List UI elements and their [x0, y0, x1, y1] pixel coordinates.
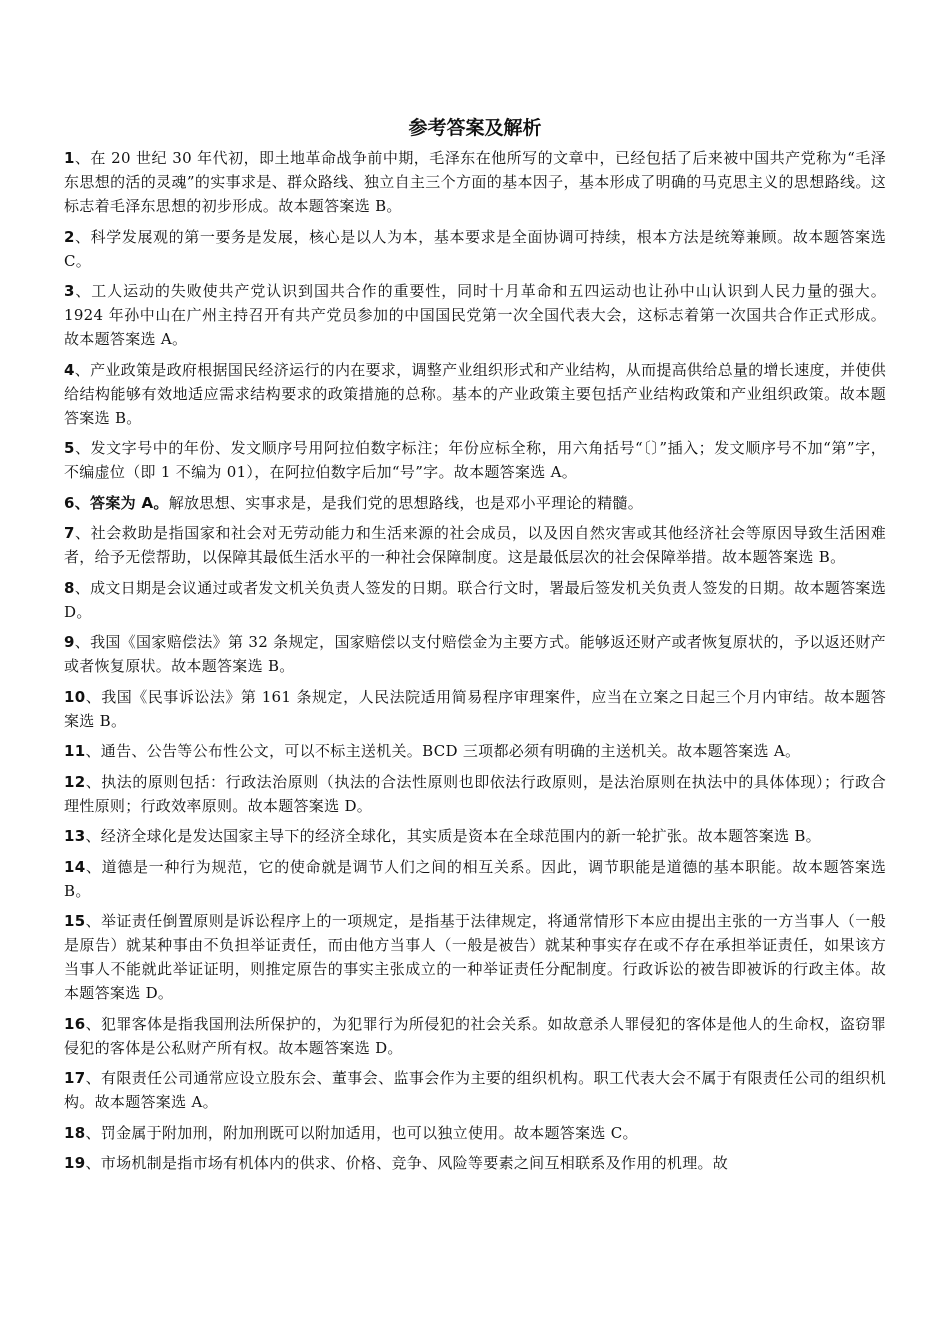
- answer-text: 、执法的原则包括：行政法治原则（执法的合法性原则也即依法行政原则，是法治原则在执法中的具体体现）；行政合理性原则；行政效率原则。故本题答案选 D。: [64, 772, 886, 815]
- answer-item: [64, 576, 886, 624]
- answer-number: 16: [64, 1014, 86, 1033]
- answer-item: [64, 1066, 886, 1114]
- answer-number: 4: [64, 360, 75, 379]
- answer-item: [64, 824, 886, 848]
- answer-item: [64, 1012, 886, 1060]
- answer-number: 12: [64, 772, 86, 791]
- answer-item: [64, 630, 886, 678]
- answer-number: 19: [64, 1154, 86, 1172]
- answer-text: 、科学发展观的第一要务是发展，核心是以人为本，基本要求是全面协调可持续，根本方法是统筹兼顾。故本题答案选 C。: [64, 227, 886, 270]
- answer-number: 8: [64, 578, 75, 597]
- answer-list: [64, 146, 886, 1175]
- answer-sheet-page: [64, 112, 886, 1182]
- answer-text: 、成文日期是会议通过或者发文机关负责人签发的日期。联合行文时，署最后签发机关负责人签发的日期。故本题答案选 D。: [64, 578, 886, 621]
- answer-item: [64, 358, 886, 430]
- answer-number: 2: [64, 227, 75, 246]
- page-title: 参考答案及解析: [408, 117, 542, 139]
- answer-text: 、道德是一种行为规范，它的使命就是调节人们之间的相互关系。因此，调节职能是道德的基本职能。故本题答案选 B。: [64, 857, 886, 900]
- answer-number: 5: [64, 439, 75, 457]
- answer-text: 、发文字号中的年份、发文顺序号用阿拉伯数字标注；年份应标全称，用六角括号“〔〕”插入；发文顺序号不加“第”字，不编虚位（即 1 不编为 01），在阿拉伯数字后加“号”字。故本题答案选 A。: [64, 439, 886, 481]
- answer-item: [64, 146, 886, 218]
- answer-item: [64, 770, 886, 818]
- answer-number: 13: [64, 827, 86, 845]
- answer-text: 、罚金属于附加刑，附加刑既可以附加适用，也可以独立使用。故本题答案选 C。: [85, 1123, 638, 1142]
- answer-lead: 、答案为 A。: [74, 493, 169, 512]
- answer-text: 、产业政策是政府根据国民经济运行的内在要求，调整产业组织形式和产业结构，从而提高供给总量的增长速度，并使供给结构能够有效地适应需求结构要求的政策措施的总称。基本的产业政策主要包括产业结构政策和产业组织政策。故本题答案选 B。: [64, 360, 886, 427]
- answer-number: 9: [64, 633, 75, 651]
- answer-item: [64, 279, 886, 351]
- answer-item: [64, 739, 886, 763]
- answer-text: 、市场机制是指市场有机体内的供求、价格、竞争、风险等要素之间互相联系及作用的机理。故: [85, 1154, 729, 1172]
- answer-item: [64, 521, 886, 569]
- answer-item: [64, 1151, 886, 1175]
- answer-text: 、我国《民事诉讼法》第 161 条规定，人民法院适用简易程序审理案件，应当在立案之日起三个月内审结。故本题答案选 B。: [64, 687, 886, 730]
- answer-number: 7: [64, 524, 75, 542]
- answer-number: 15: [64, 912, 86, 930]
- answer-item: [64, 909, 886, 1005]
- answer-text: 、社会救助是指国家和社会对无劳动能力和生活来源的社会成员，以及因自然灾害或其他经济社会等原因导致生活困难者，给予无偿帮助，以保障其最低生活水平的一种社会保障制度。这是最低层次的社会保障举措。故本题答案选 B。: [64, 524, 886, 566]
- answer-number: 10: [64, 687, 86, 706]
- answer-text: 、通告、公告等公布性公文，可以不标主送机关。BCD 三项都必须有明确的主送机关。故本题答案选 A。: [85, 742, 801, 760]
- answer-number: 3: [64, 282, 75, 300]
- answer-text: 、经济全球化是发达国家主导下的经济全球化，其实质是资本在全球范围内的新一轮扩张。故本题答案选 B。: [85, 827, 821, 845]
- answer-number: 17: [64, 1069, 86, 1087]
- answer-text: 、举证责任倒置原则是诉讼程序上的一项规定，是指基于法律规定，将通常情形下本应由提出主张的一方当事人（一般是原告）就某种事由不负担举证责任，而由他方当事人（一般是被告）就某种事实存在或不存在承担举证责任，如果该方当事人不能就此举证证明，则推定原告的事实主张成立的一种举证责任分配制度。行政诉讼的被告即被诉的行政主体。故本题答案选 D。: [64, 912, 886, 1002]
- answer-text: 、在 20 世纪 30 年代初，即土地革命战争前中期，毛泽东在他所写的文章中，已经包括了后来被中国共产党称为“毛泽东思想的活的灵魂”的实事求是、群众路线、独立自主三个方面的基本因子，基本形成了明确的马克思主义的思想路线。这标志着毛泽东思想的初步形成。故本题答案选 B。: [64, 149, 886, 215]
- answer-item: [64, 855, 886, 903]
- answer-text: 解放思想、实事求是，是我们党的思想路线，也是邓小平理论的精髓。: [168, 493, 643, 512]
- answer-item: [64, 491, 886, 515]
- answer-number: 11: [64, 742, 86, 760]
- answer-text: 、我国《国家赔偿法》第 32 条规定，国家赔偿以支付赔偿金为主要方式。能够返还财产或者恢复原状的，予以返还财产或者恢复原状。故本题答案选 B。: [64, 633, 886, 675]
- answer-item: [64, 225, 886, 273]
- answer-item: [64, 685, 886, 733]
- answer-item: [64, 1121, 886, 1145]
- answer-item: [64, 436, 886, 484]
- answer-number: 1: [64, 149, 75, 167]
- answer-text: 、有限责任公司通常应设立股东会、董事会、监事会作为主要的组织机构。职工代表大会不属于有限责任公司的组织机构。故本题答案选 A。: [64, 1069, 886, 1111]
- answer-number: 14: [64, 857, 86, 876]
- answer-text: 、犯罪客体是指我国刑法所保护的，为犯罪行为所侵犯的社会关系。如故意杀人罪侵犯的客体是他人的生命权，盗窃罪侵犯的客体是公私财产所有权。故本题答案选 D。: [64, 1014, 886, 1057]
- answer-number: 18: [64, 1123, 86, 1142]
- answer-number: 6: [64, 493, 75, 512]
- answer-text: 、工人运动的失败使共产党认识到国共合作的重要性，同时十月革命和五四运动也让孙中山认识到人民力量的强大。1924 年孙中山在广州主持召开有共产党员参加的中国国民党第一次全国代表大会，这标志着第一次国共合作正式形成。故本题答案选 A。: [64, 282, 886, 348]
